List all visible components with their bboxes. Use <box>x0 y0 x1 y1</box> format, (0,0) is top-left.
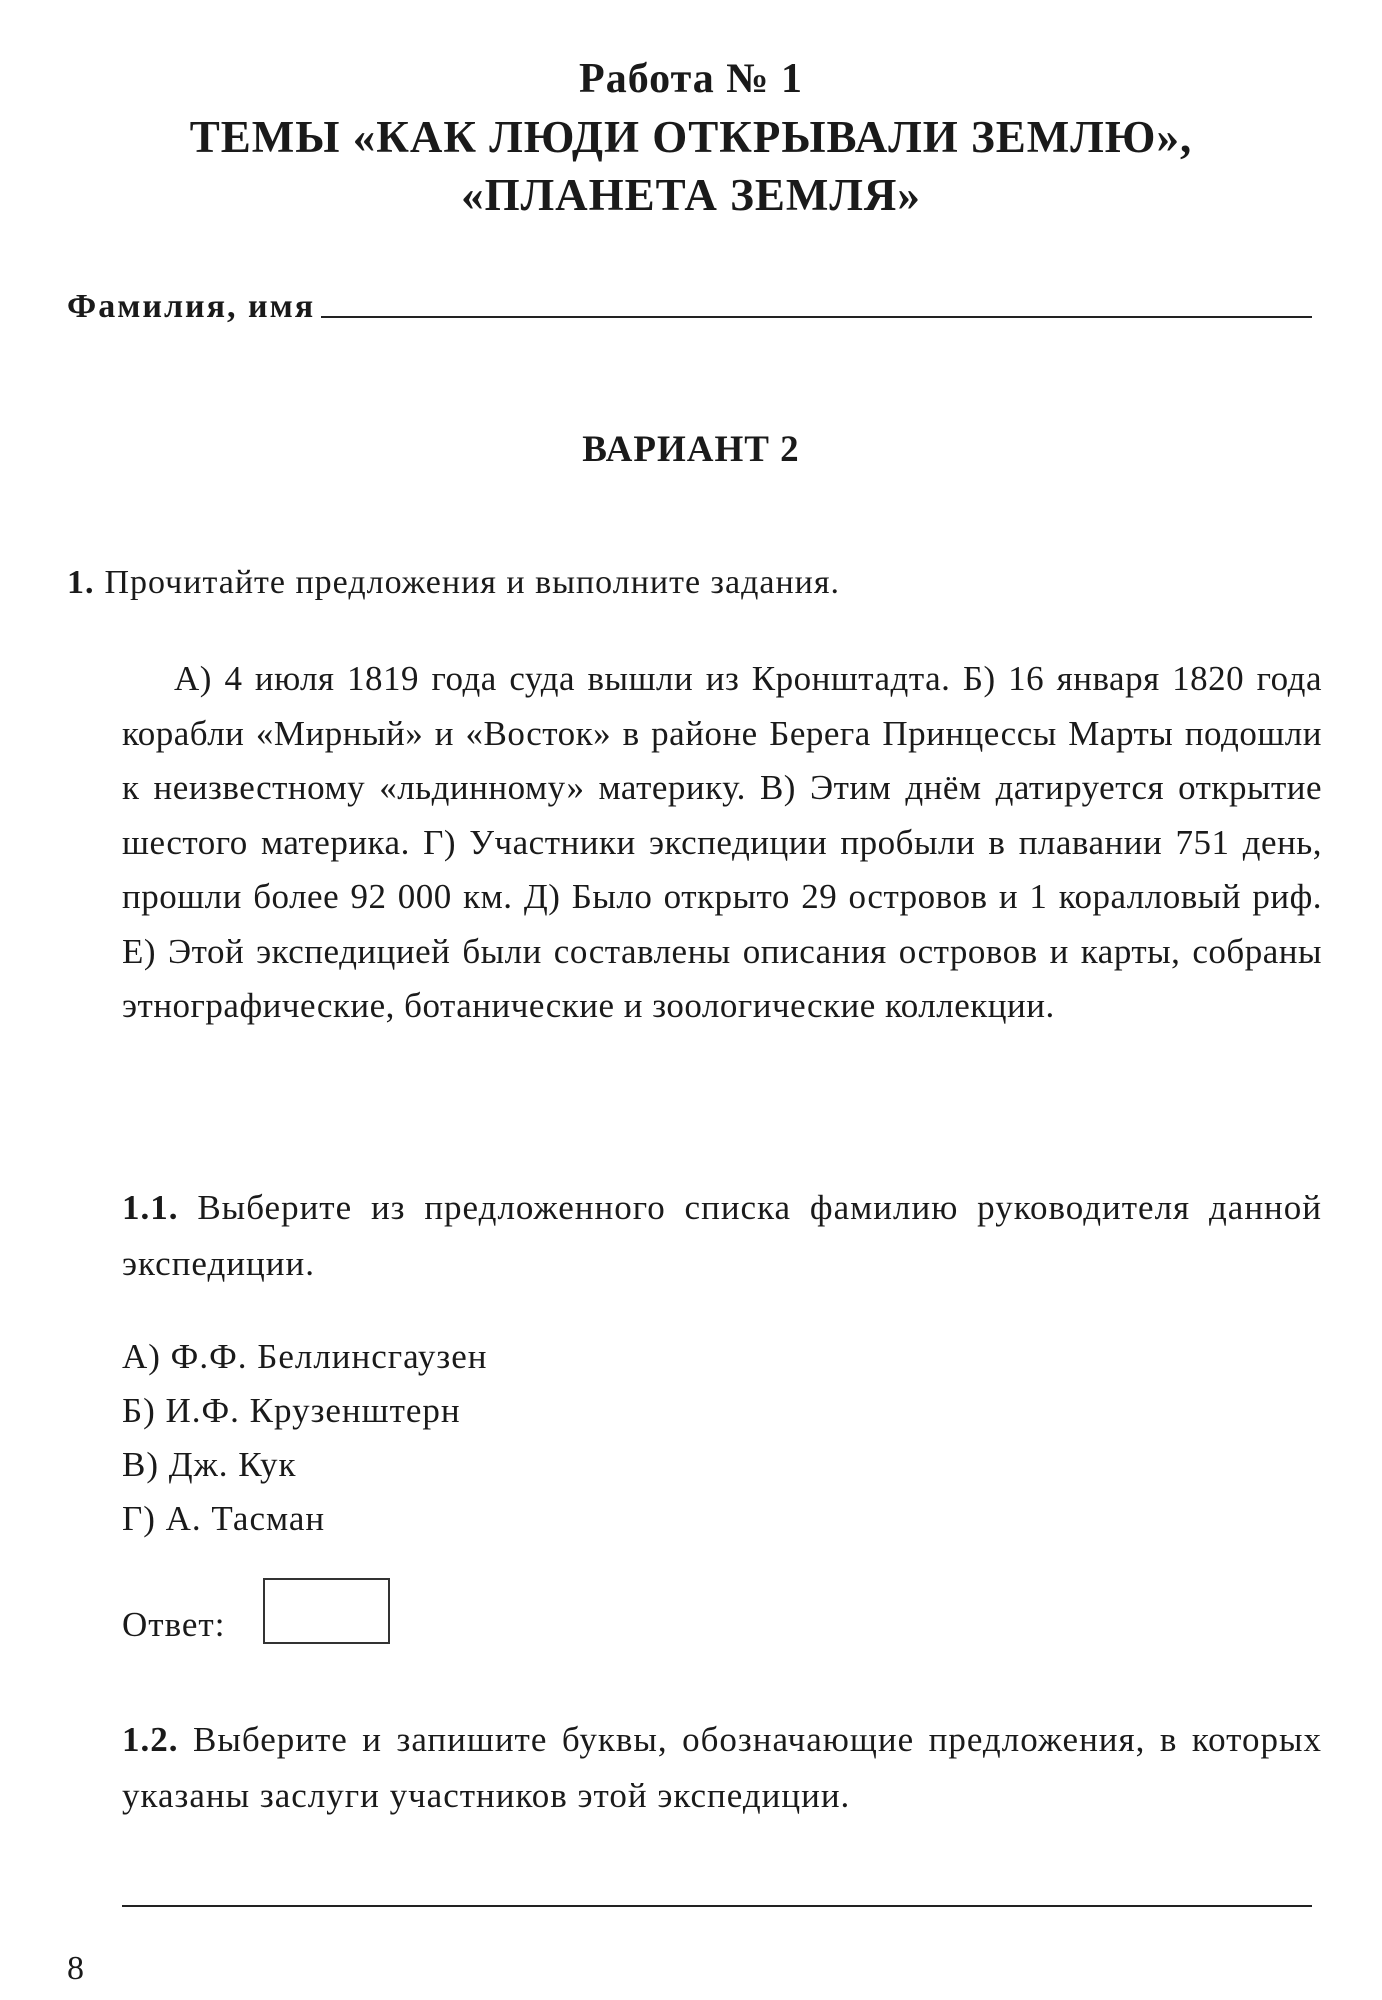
work-title: Работа № 1 <box>579 56 803 102</box>
answer-row <box>122 1580 390 1650</box>
name-label: Фамилия, имя <box>67 288 316 325</box>
answer-box[interactable] <box>263 1578 390 1644</box>
sentence-text: Этой экспедицией были составлены описания островов и карты, собраны этнографические, ботанические и зоологические коллекции. <box>122 931 1322 1025</box>
topics-title-line2: «ПЛАНЕТА ЗЕМЛЯ» <box>461 170 921 220</box>
title-block <box>0 50 1382 224</box>
topics-title-line1: ТЕМЫ «КАК ЛЮДИ ОТКРЫВАЛИ ЗЕМЛЮ», <box>189 112 1193 162</box>
question-1-1 <box>122 1180 1322 1292</box>
variant-heading: ВАРИАНТ 2 <box>582 429 800 470</box>
option-g: Г) А. Тасман <box>122 1499 326 1538</box>
sentence-text: 4 июля 1819 года суда вышли из Кронштадта. <box>224 659 951 698</box>
task1-number: 1. <box>67 564 95 601</box>
question-1-1-text: Выберите из предложенного списка фамилию руководителя данной экспедиции. <box>122 1188 1323 1283</box>
sentence-letter: Б) <box>962 659 996 698</box>
option-a: А) Ф.Ф. Беллинсгаузен <box>122 1337 488 1376</box>
answer-line-1-2[interactable] <box>122 1905 1312 1907</box>
sentence-e <box>122 932 1322 1026</box>
task1-passage <box>122 652 1322 1034</box>
sentence-text: Этим днём датируется открытие шестого материка. <box>122 768 1323 862</box>
sentence-letter: Д) <box>523 877 561 916</box>
option-v: В) Дж. Кук <box>122 1445 297 1484</box>
sentence-text: Было открыто 29 островов и 1 коралловый риф. <box>571 877 1323 916</box>
sentence-text: Участники экспедиции пробыли в плавании 751 день, прошли более 92 000 км. <box>122 822 1323 916</box>
question-1-2 <box>122 1712 1322 1824</box>
sentence-a <box>174 659 950 698</box>
task1-instruction: Прочитайте предложения и выполните задания. <box>104 564 840 601</box>
page-number: 8 <box>67 1950 84 1987</box>
sentence-letter: В) <box>759 768 796 807</box>
sentence-letter: Г) <box>423 822 456 862</box>
sentence-letter: Е) <box>122 931 157 971</box>
sentence-text: 16 января 1820 года корабли «Мирный» и «Восток» в районе Берега Принцессы Марты подошли к неизвестному «льдинному» материку. <box>122 659 1322 807</box>
option-b: Б) И.Ф. Крузенштерн <box>122 1391 461 1430</box>
question-1-2-text: Выберите и запишите буквы, обозначающие предложения, в которых указаны заслуги участников этой экспедиции. <box>122 1720 1323 1815</box>
question-1-1-options <box>122 1330 488 1546</box>
answer-label: Ответ: <box>122 1605 226 1644</box>
name-row <box>67 276 1312 326</box>
question-1-1-number: 1.1. <box>122 1188 179 1227</box>
sentence-letter: А) <box>174 659 212 698</box>
question-1-2-number: 1.2. <box>122 1720 179 1759</box>
name-input-line[interactable] <box>321 276 1312 318</box>
task1-heading <box>67 564 840 602</box>
sentence-d <box>524 877 1322 916</box>
